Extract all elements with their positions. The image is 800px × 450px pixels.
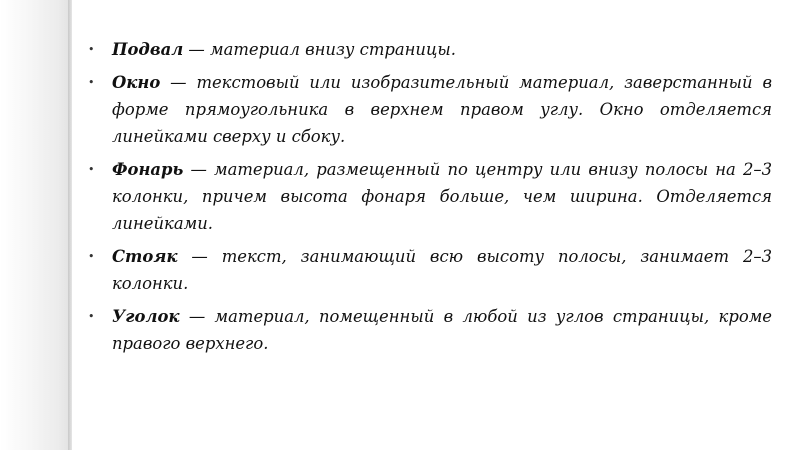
- term-label: Фонарь: [112, 160, 184, 179]
- term-definition: — материал, размещенный по центру или внизу полосы на 2–3 колонки, причем высота фонаря больше, чем ширина. Отделяется линейками.: [112, 160, 772, 233]
- list-item-stoyak: [88, 243, 772, 297]
- list-item-okno: [88, 69, 772, 150]
- list-item-fonar: [88, 156, 772, 237]
- bullet-icon: •: [88, 163, 95, 176]
- term-label: Окно: [112, 73, 161, 92]
- bullet-icon: •: [88, 310, 95, 323]
- term-definition: — материал, помещенный в любой из углов страницы, кроме правого верхнего.: [112, 307, 772, 353]
- definition-list: [88, 36, 772, 357]
- slide-left-band: [0, 0, 68, 450]
- term-definition: — материал внизу страницы.: [183, 40, 456, 59]
- slide-left-divider: [68, 0, 72, 450]
- bullet-icon: •: [88, 43, 95, 56]
- bullet-icon: •: [88, 76, 95, 89]
- term-label: Подвал: [112, 40, 184, 59]
- term-label: Стояк: [112, 247, 178, 266]
- list-item-podval: [88, 36, 772, 63]
- bullet-icon: •: [88, 250, 95, 263]
- list-item-ugolok: [88, 303, 772, 357]
- term-definition: — текстовый или изобразительный материал, заверстанный в форме прямоугольника в верхнем правом углу. Окно отделяется линейками сверху и сбоку.: [112, 73, 772, 146]
- slide-body: [88, 36, 772, 363]
- term-label: Уголок: [112, 307, 180, 326]
- term-definition: — текст, занимающий всю высоту полосы, занимает 2–3 колонки.: [112, 247, 772, 293]
